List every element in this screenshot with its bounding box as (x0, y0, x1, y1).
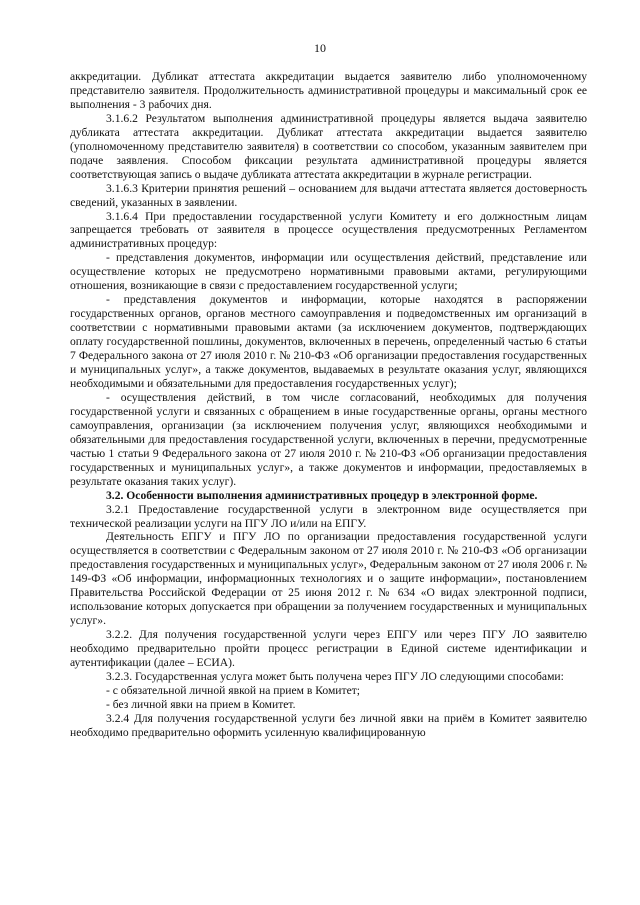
list-item: - представления документов, информации или осуществления действий, представление или осуществление которых не предусмотрено нормативными правовыми актами, регулирующими отношения, возникающие в связи с предоставлением государственной услуги; (70, 251, 587, 293)
paragraph: Деятельность ЕПГУ и ПГУ ЛО по организации предоставления государственной услуги осуществляется в соответствии с Федеральным законом от 27 июля 2010 г. № 210-ФЗ «Об организации предоставления государственных и муниципальных услуг», Федеральным законом от 27 июля 2006 г. № 149-ФЗ «Об информации, информационных технологиях и о защите информации», постановлением Правительства Российской Федерации от 25 июня 2012 г. № 634 «О видах электронной подписи, использование которых допускается при обращении за получением государственных и муниципальных услуг». (70, 530, 587, 628)
paragraph: 3.2.1 Предоставление государственной услуги в электронном виде осуществляется при технической реализации услуги на ПГУ ЛО и/или на ЕПГУ. (70, 502, 587, 530)
paragraph: аккредитации. Дубликат аттестата аккредитации выдается заявителю либо уполномоченному представителю заявителя. Продолжительность административной процедуры и максимальный срок ее выполнения - 3 рабочих дня. (70, 70, 587, 111)
paragraph: 3.2.2. Для получения государственной услуги через ЕПГУ или через ПГУ ЛО заявителю необходимо предварительно пройти процесс регистрации в Единой системе идентификации и аутентификации (далее – ЕСИА). (70, 628, 587, 670)
paragraph: 3.2.3. Государственная услуга может быть получена через ПГУ ЛО следующими способами: (106, 669, 564, 683)
paragraph: 3.1.6.4 При предоставлении государственной услуги Комитету и его должностным лицам запрещается требовать от заявителя в процессе осуществления предусмотренных Регламентом административных процедур: (70, 209, 587, 251)
document-body (70, 70, 587, 740)
list-item: - без личной явки на прием в Комитет. (106, 697, 296, 711)
paragraph: 3.1.6.2 Результатом выполнения административной процедуры является выдача заявителю дубликата аттестата аккредитации. Дубликат аттестата аккредитации выдается заявителю (уполномоченному представителю заявителя) в соответствии со способом, указанным заявителем при подаче заявления. Способом фиксации результата административной процедуры является соответствующая запись о выдаче дубликата аттестата аккредитации в журнале регистрации. (70, 111, 587, 181)
list-item: - с обязательной личной явкой на прием в Комитет; (106, 683, 361, 697)
section-heading: 3.2. Особенности выполнения административных процедур в электронной форме. (106, 488, 538, 502)
paragraph: 3.2.4 Для получения государственной услуги без личной явки на приём в Комитет заявителю необходимо предварительно оформить усиленную квалифицированную (70, 711, 587, 739)
list-item: - осуществления действий, в том числе согласований, необходимых для получения государственной услуги и связанных с обращением в иные государственные органы, органы местного самоуправления, организации (за исключением получения услуг, являющихся необходимыми и обязательными для предоставления государственной услуги, включенных в перечни, предусмотренные частью 1 статьи 9 Федерального закона от 27 июля 2010 г. № 210-ФЗ «Об организации предоставления государственных и муниципальных услуг», а также документов и информации, предоставляемых в результате оказания таких услуг). (70, 390, 587, 488)
list-item: - представления документов и информации, которые находятся в распоряжении государственных органов, органов местного самоуправления и подведомственных им организаций в соответствии с нормативными правовыми актами (за исключением документов, подтверждающих оплату государственной пошлины, документов, включенных в перечень, определенный частью 6 статьи 7 Федерального закона от 27 июля 2010 г. № 210-ФЗ «Об организации предоставления государственных и муниципальных услуг», а также документов, выдаваемых в результате оказания услуг, являющихся необходимыми и обязательными для предоставления государственных услуг); (70, 293, 587, 390)
page-number: 10 (314, 41, 326, 55)
paragraph: 3.1.6.3 Критерии принятия решений – основанием для выдачи аттестата является достоверность сведений, указанных в заявлении. (70, 181, 587, 209)
